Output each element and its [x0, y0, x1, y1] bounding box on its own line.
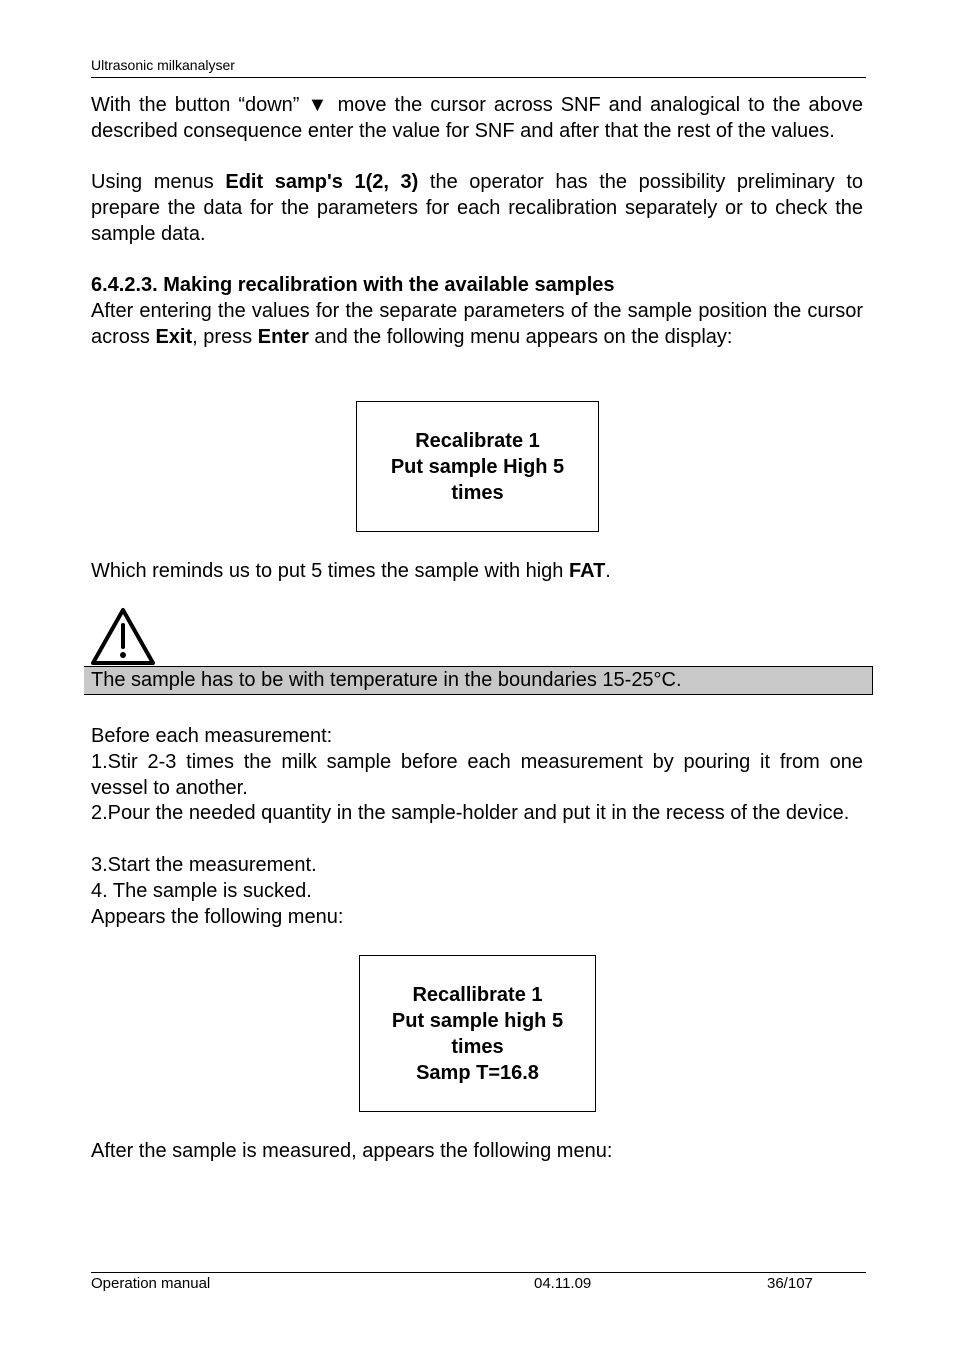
step-4: 4. The sample is sucked. — [91, 880, 312, 902]
footer-manual-title: Operation manual — [91, 1275, 211, 1292]
fat-term: FAT — [569, 560, 606, 582]
footer-date: 04.11.09 — [534, 1275, 592, 1292]
menu1-line-2: Put sample High 5 — [390, 455, 565, 478]
display-menu-recalibrate — [356, 401, 599, 532]
footer-page-number: 36/107 — [767, 1275, 813, 1292]
intro-paragraph-2: Using menus Edit samp's 1(2, 3) the operator has the possibility preliminary to prepare the data for the parameters for each recalibration separately or to check the sample data. — [91, 171, 863, 245]
menu1-line-3: times — [451, 481, 504, 504]
section-paragraph: After entering the values for the separate parameters of the sample position the cursor across Exit, press Enter and the following menu appears on the display: — [91, 300, 863, 348]
header-rule — [91, 77, 866, 78]
edit-samps-term: Edit samp's 1(2, 3) — [225, 171, 419, 193]
running-header: Ultrasonic milkanalyser — [91, 57, 235, 73]
steps-after: Appears the following menu: — [91, 906, 344, 928]
closing-text: After the sample is measured, appears the following menu: — [91, 1140, 613, 1162]
warning-note: The sample has to be with temperature in the boundaries 15-25°C. — [84, 666, 873, 695]
menu2-line-3: times — [451, 1035, 504, 1058]
section-heading: 6.4.2.3. Making recalibration with the available samples — [91, 274, 615, 296]
menu2-line-4: Samp T=16.8 — [416, 1061, 539, 1084]
enter-term: Enter — [257, 326, 309, 348]
step-1: 1.Stir 2-3 times the milk sample before each measurement by pouring it from one vessel to another. — [91, 751, 863, 799]
step-2: 2.Pour the needed quantity in the sample-holder and put it in the recess of the device. — [91, 802, 850, 824]
menu1-line-1: Recalibrate 1 — [415, 429, 540, 452]
exit-term: Exit — [155, 326, 193, 348]
footer-rule — [91, 1272, 866, 1273]
steps-intro: Before each measurement: — [91, 725, 333, 747]
step-3: 3.Start the measurement. — [91, 854, 317, 876]
menu2-line-2: Put sample high 5 — [391, 1009, 564, 1032]
display-menu-recallibrate — [359, 955, 596, 1112]
menu2-line-1: Recallibrate 1 — [412, 983, 543, 1006]
intro-paragraph-1: With the button “down” ▼ move the cursor across SNF and analogical to the above described consequence enter the value for SNF and after that the rest of the values. — [91, 94, 863, 142]
warning-triangle-icon — [90, 607, 156, 667]
reminder-text: Which reminds us to put 5 times the sample with high FAT. — [91, 560, 611, 582]
